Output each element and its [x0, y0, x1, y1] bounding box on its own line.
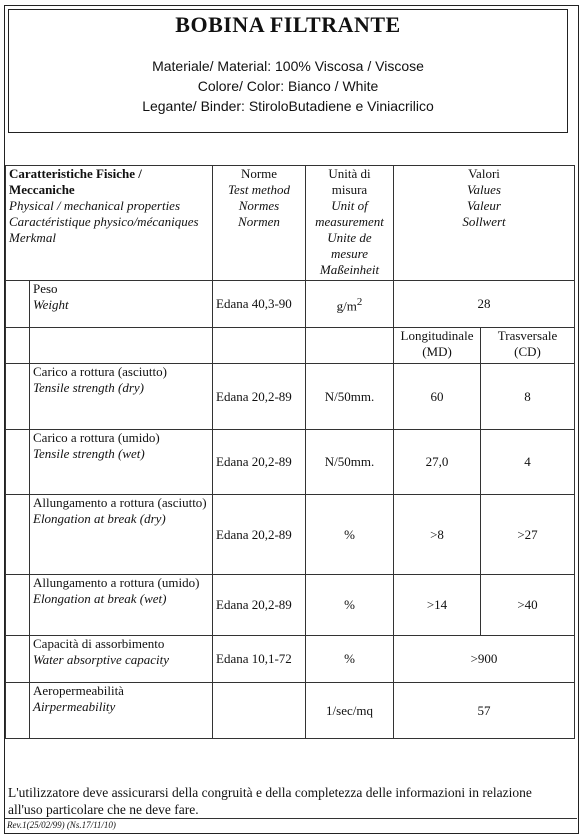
unit: %	[306, 575, 394, 636]
property-name: Peso	[33, 281, 58, 296]
value: 57	[394, 683, 575, 739]
test-method: Edana 40,3-90	[213, 281, 306, 328]
property-name: Allungamento a rottura (asciutto)	[33, 495, 207, 510]
spec-table	[5, 165, 575, 739]
unit: %	[306, 495, 394, 575]
property-name-en: Weight	[33, 297, 69, 312]
table-header-row	[6, 166, 575, 281]
cd-value: 8	[481, 364, 575, 430]
product-header	[8, 9, 568, 133]
property-name: Aeropermeabilità	[33, 683, 124, 698]
md-value: >8	[394, 495, 481, 575]
test-method: Edana 20,2-89	[213, 495, 306, 575]
property-name-en: Tensile strength (wet)	[33, 446, 145, 461]
test-method	[213, 683, 306, 739]
test-method: Edana 20,2-89	[213, 364, 306, 430]
values-header: Valori Values Valeur Sollwert	[394, 166, 575, 281]
method-header: Norme Test method Normes Normen	[213, 166, 306, 281]
table-row	[6, 636, 575, 683]
table-row	[6, 281, 575, 328]
footer-divider	[5, 818, 577, 819]
table-row	[6, 683, 575, 739]
test-method: Edana 10,1-72	[213, 636, 306, 683]
md-value: 60	[394, 364, 481, 430]
color-line: Colore/ Color: Bianco / White	[197, 78, 379, 94]
property-name-en: Elongation at break (dry)	[33, 511, 166, 526]
unit: N/50mm.	[306, 430, 394, 495]
cd-value: 4	[481, 430, 575, 495]
binder-line: Legante/ Binder: StiroloButadiene e Viniacrilico	[142, 98, 434, 114]
material-line: Materiale/ Material: 100% Viscosa / Viscose	[152, 58, 424, 74]
cd-value: >40	[481, 575, 575, 636]
test-method: Edana 20,2-89	[213, 430, 306, 495]
md-label: Longitudinale (MD)	[394, 328, 481, 364]
md-cd-row	[6, 328, 575, 364]
property-name: Carico a rottura (umido)	[33, 430, 160, 445]
property-name-en: Water absorptive capacity	[33, 652, 169, 667]
table-row	[6, 575, 575, 636]
unit: %	[306, 636, 394, 683]
value: 28	[394, 281, 575, 328]
product-title: BOBINA FILTRANTE	[175, 12, 401, 37]
table-row	[6, 430, 575, 495]
unit: $g/m^2$	[306, 281, 394, 328]
characteristics-header: Caratteristiche Fisiche / Meccaniche Physical / mechanical properties Caractéristique physico/mécaniques Merkmal	[6, 166, 213, 281]
property-name-en: Tensile strength (dry)	[33, 380, 144, 395]
test-method: Edana 20,2-89	[213, 575, 306, 636]
unit: 1/sec/mq	[306, 683, 394, 739]
unit-header: Unità di misura Unit of measurement Unite de mesure Maßeinheit	[306, 166, 394, 281]
cd-value: >27	[481, 495, 575, 575]
property-name: Capacità di assorbimento	[33, 636, 165, 651]
md-value: >14	[394, 575, 481, 636]
cd-label: Trasversale (CD)	[481, 328, 575, 364]
unit: N/50mm.	[306, 364, 394, 430]
disclaimer-note: L'utilizzatore deve assicurarsi della congruità e della completezza delle informazioni in relazione all'uso particolare che ne deve fare.	[8, 785, 532, 817]
value: >900	[394, 636, 575, 683]
property-name: Carico a rottura (asciutto)	[33, 364, 167, 379]
property-name-en: Elongation at break (wet)	[33, 591, 167, 606]
table-row	[6, 495, 575, 575]
table-row	[6, 364, 575, 430]
revision-label: Rev.1(25/02/99) (Ns.17/11/10)	[7, 820, 116, 830]
md-value: 27,0	[394, 430, 481, 495]
property-name-en: Airpermeability	[33, 699, 116, 714]
property-name: Allungamento a rottura (umido)	[33, 575, 200, 590]
